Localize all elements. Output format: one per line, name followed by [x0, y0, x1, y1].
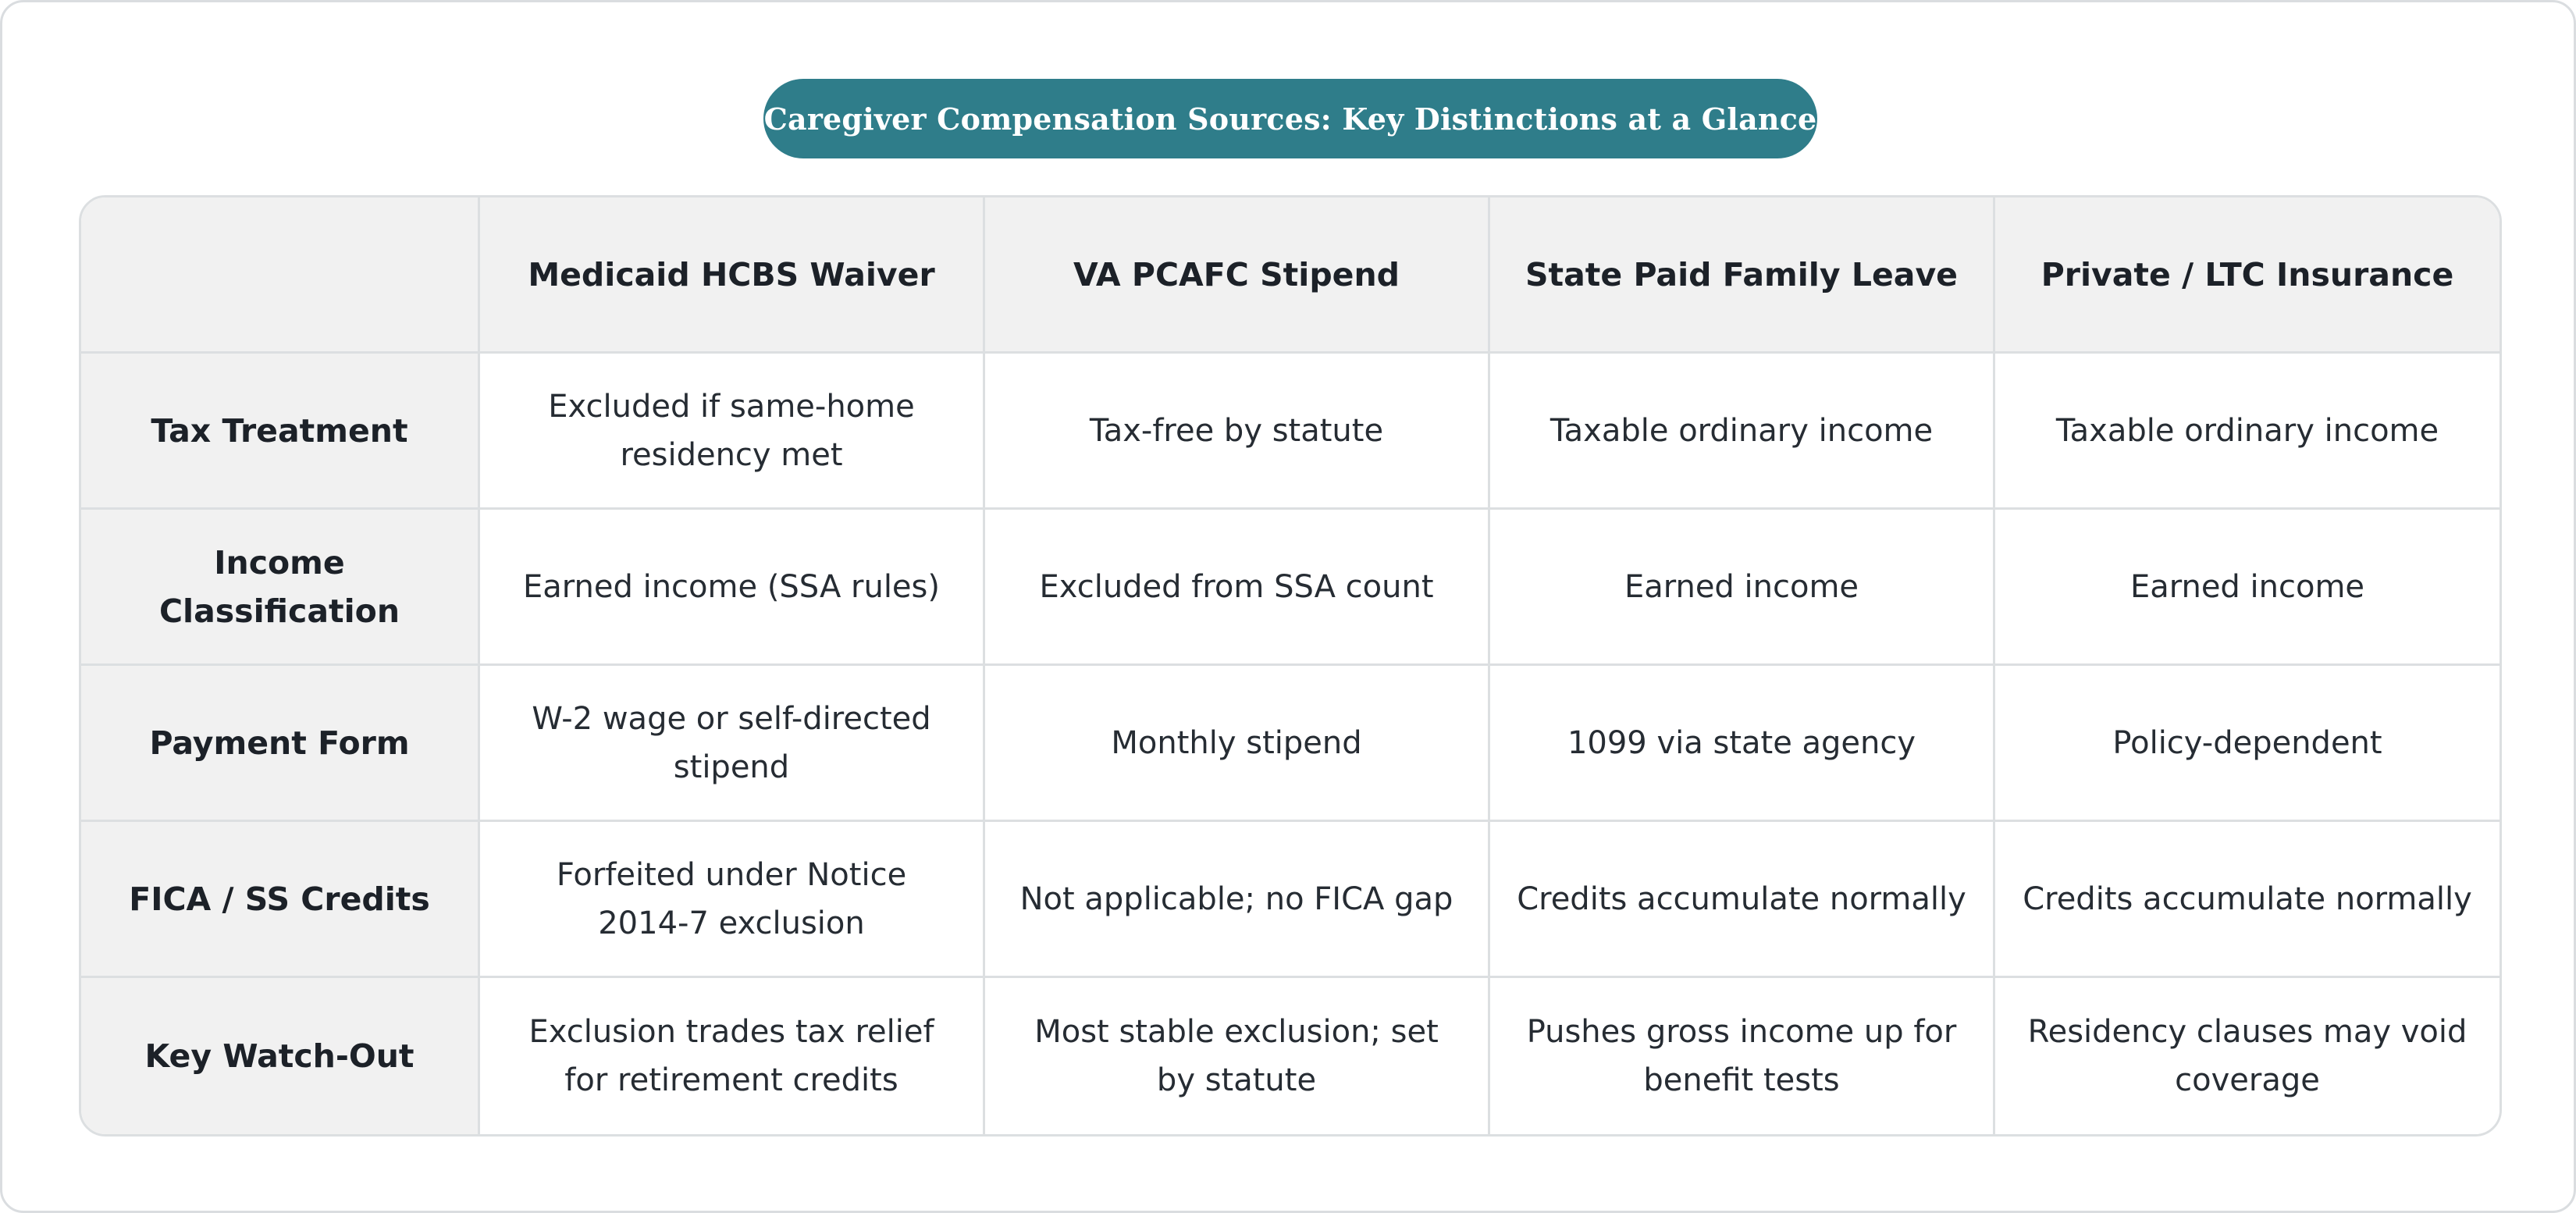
table-cell: Earned income (SSA rules) — [480, 510, 985, 666]
table-cell: W-2 wage or self-directed stipend — [480, 666, 985, 822]
table-cell: Policy-dependent — [1995, 666, 2500, 822]
table-cell: Residency clauses may void coverage — [1995, 978, 2500, 1134]
table-cell: Taxable ordinary income — [1995, 354, 2500, 510]
row-header-payment-form: Payment Form — [81, 666, 480, 822]
table-cell: Credits accumulate normally — [1490, 822, 1995, 978]
table-cell: Excluded if same-home residency met — [480, 354, 985, 510]
table-cell: Earned income — [1995, 510, 2500, 666]
row-header-tax-treatment: Tax Treatment — [81, 354, 480, 510]
table-cell: Most stable exclusion; set by statute — [985, 978, 1490, 1134]
row-header-income-classification: Income Classification — [81, 510, 480, 666]
comparison-table — [79, 195, 2502, 1137]
table-cell: Forfeited under Notice 2014-7 exclusion — [480, 822, 985, 978]
table-cell: Exclusion trades tax relief for retirement credits — [480, 978, 985, 1134]
table-cell: Credits accumulate normally — [1995, 822, 2500, 978]
table-cell: 1099 via state agency — [1490, 666, 1995, 822]
table-cell: Monthly stipend — [985, 666, 1490, 822]
column-header-private-ltc: Private / LTC Insurance — [1995, 197, 2500, 354]
table-cell: Not applicable; no FICA gap — [985, 822, 1490, 978]
column-header-medicaid: Medicaid HCBS Waiver — [480, 197, 985, 354]
table-corner-cell — [81, 197, 480, 354]
row-header-key-watch-out: Key Watch-Out — [81, 978, 480, 1134]
page-title: Caregiver Compensation Sources: Key Distinctions at a Glance — [763, 79, 1817, 158]
column-header-va: VA PCAFC Stipend — [985, 197, 1490, 354]
table-cell: Excluded from SSA count — [985, 510, 1490, 666]
column-header-state-leave: State Paid Family Leave — [1490, 197, 1995, 354]
row-header-fica-ss-credits: FICA / SS Credits — [81, 822, 480, 978]
table-cell: Tax-free by statute — [985, 354, 1490, 510]
table-cell: Earned income — [1490, 510, 1995, 666]
table-cell: Pushes gross income up for benefit tests — [1490, 978, 1995, 1134]
table-cell: Taxable ordinary income — [1490, 354, 1995, 510]
